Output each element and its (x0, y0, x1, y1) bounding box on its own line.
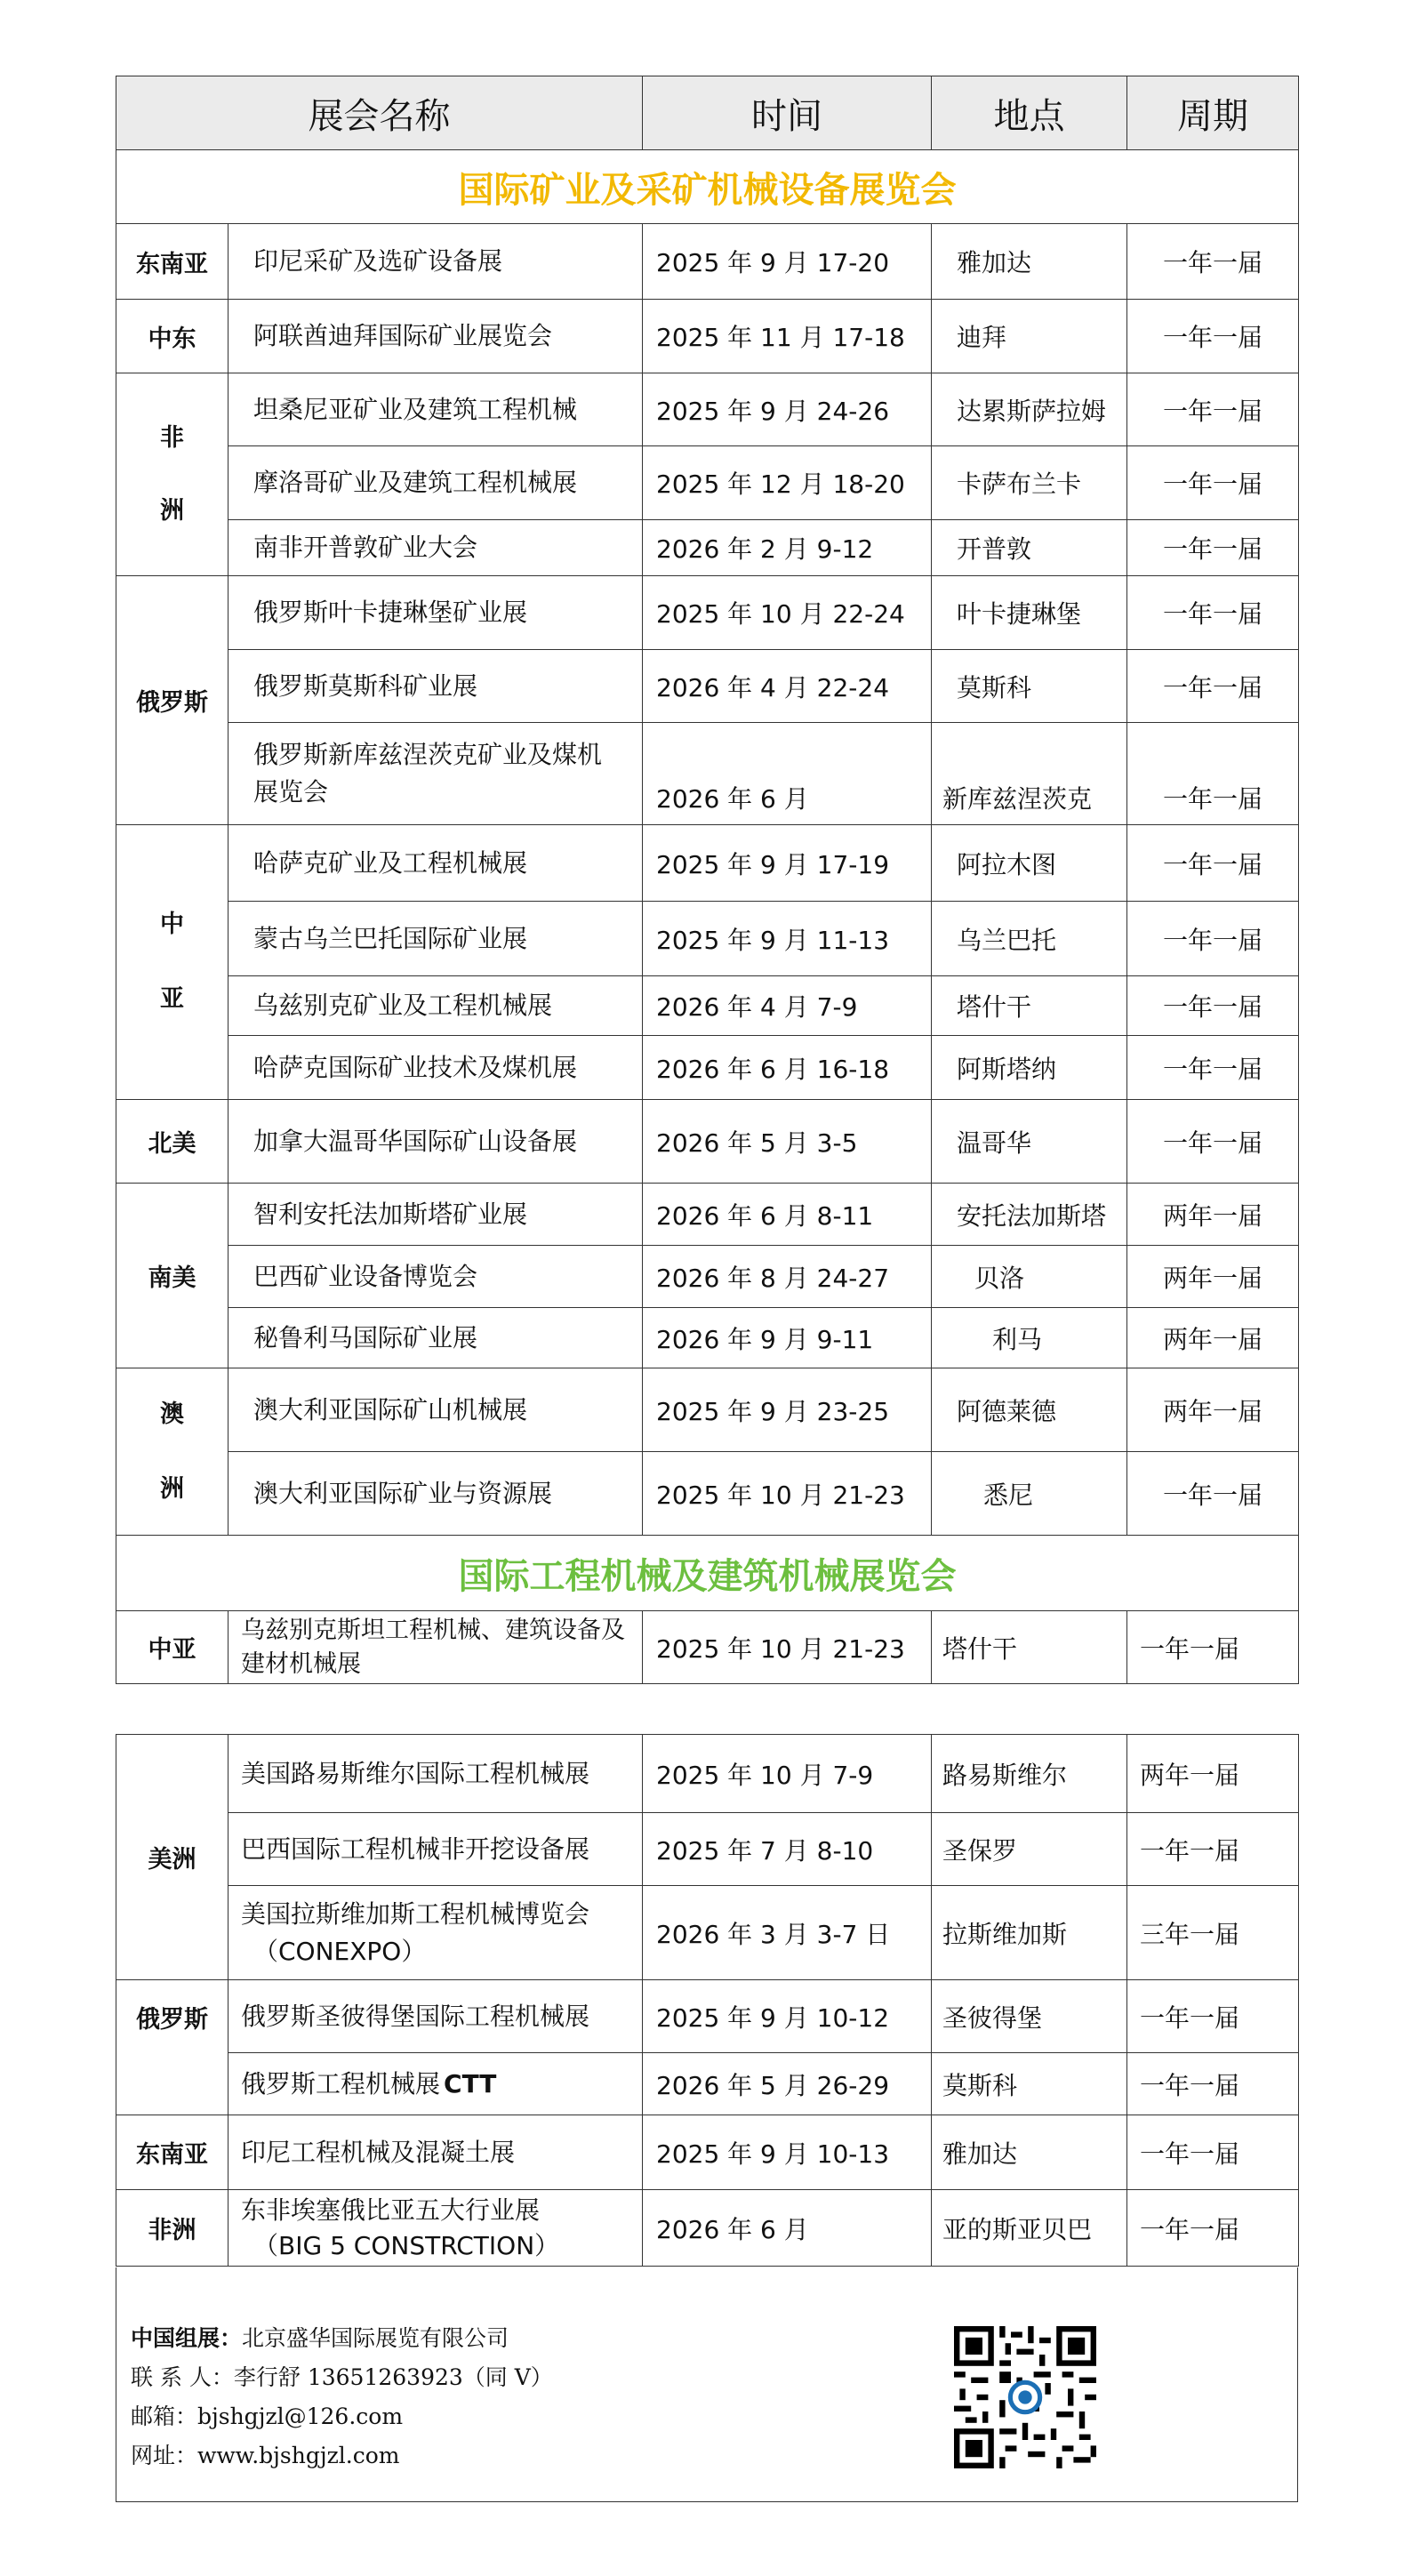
expo-place: 雅加达 (932, 2115, 1127, 2190)
expo-place: 圣彼得堡 (932, 1980, 1127, 2053)
header-time: 时间 (643, 76, 932, 150)
expo-time: 2025 年 9 月 10-12 (643, 1980, 932, 2053)
contact-line: 联 系 人：李行舒 13651263923（同 V） (131, 2364, 553, 2390)
exhibition-table-1 (116, 76, 1299, 1684)
expo-place: 塔什干 (932, 976, 1127, 1036)
table-row (116, 446, 1299, 520)
expo-cycle: 一年一届 (1127, 520, 1299, 576)
expo-name: 加拿大温哥华国际矿山设备展 (228, 1100, 643, 1184)
region-label (116, 373, 228, 576)
expo-time: 2025 年 12 月 18-20 (643, 446, 932, 520)
table-row (116, 1452, 1299, 1536)
expo-name: 巴西国际工程机械非开挖设备展 (228, 1813, 643, 1886)
expo-cycle: 一年一届 (1127, 902, 1299, 976)
table-row (116, 224, 1299, 300)
table-row (116, 300, 1299, 373)
region-label: 俄罗斯 (116, 1980, 228, 2115)
region-label: 北美 (116, 1100, 228, 1184)
expo-name: 美国路易斯维尔国际工程机械展 (228, 1735, 643, 1813)
expo-name: 俄罗斯圣彼得堡国际工程机械展 (228, 1980, 643, 2053)
expo-name: 印尼采矿及选矿设备展 (228, 224, 643, 300)
table-row (116, 1246, 1299, 1308)
expo-place: 迪拜 (932, 300, 1127, 373)
expo-cycle: 一年一届 (1127, 1611, 1299, 1684)
table-row (116, 1308, 1299, 1368)
section-title-mining: 国际矿业及采矿机械设备展览会 (116, 150, 1299, 224)
region-label: 中东 (116, 300, 228, 373)
region-label-part: 洲 (160, 496, 184, 525)
exhibition-table-2 (116, 1734, 1299, 2267)
expo-time: 2026 年 2 月 9-12 (643, 520, 932, 576)
organizer-value: 北京盛华国际展览有限公司 (242, 2325, 509, 2351)
expo-name: 巴西矿业设备博览会 (228, 1246, 643, 1308)
expo-cycle: 两年一届 (1127, 1246, 1299, 1308)
expo-time: 2025 年 9 月 17-19 (643, 825, 932, 902)
expo-cycle: 一年一届 (1127, 976, 1299, 1036)
expo-time: 2025 年 9 月 24-26 (643, 373, 932, 446)
expo-name-cell (228, 2053, 643, 2115)
region-label-part: 洲 (160, 1474, 184, 1503)
table-row (116, 976, 1299, 1036)
expo-name: 蒙古乌兰巴托国际矿业展 (228, 902, 643, 976)
expo-time: 2026 年 6 月 (643, 2190, 932, 2267)
organizer-label: 中国组展： (131, 2325, 243, 2351)
expo-place: 悉尼 (932, 1452, 1127, 1536)
expo-place: 圣保罗 (932, 1813, 1127, 1886)
expo-place: 拉斯维加斯 (932, 1886, 1127, 1980)
expo-time: 2026 年 9 月 9-11 (643, 1308, 932, 1368)
region-label-part: 亚 (160, 985, 184, 1013)
expo-time: 2025 年 7 月 8-10 (643, 1813, 932, 1886)
expo-time: 2025 年 10 月 21-23 (643, 1452, 932, 1536)
table-row (116, 825, 1299, 902)
expo-cycle: 一年一届 (1127, 2053, 1299, 2115)
region-label-part: 中 (160, 911, 184, 938)
expo-cycle: 两年一届 (1127, 1308, 1299, 1368)
expo-time: 2026 年 6 月 16-18 (643, 1036, 932, 1100)
expo-place: 塔什干 (932, 1611, 1127, 1684)
expo-cycle: 一年一届 (1127, 300, 1299, 373)
table-row (116, 576, 1299, 650)
expo-time: 2026 年 8 月 24-27 (643, 1246, 932, 1308)
expo-name: 秘鲁利马国际矿业展 (228, 1308, 643, 1368)
expo-name: 美国拉斯维加斯工程机械博览会 (241, 1898, 590, 1929)
expo-cycle: 一年一届 (1127, 1813, 1299, 1886)
expo-place: 温哥华 (932, 1100, 1127, 1184)
expo-time: 2026 年 4 月 7-9 (643, 976, 932, 1036)
expo-cycle: 一年一届 (1127, 723, 1299, 825)
expo-name: 哈萨克矿业及工程机械展 (228, 825, 643, 902)
expo-name: 乌兹别克矿业及工程机械展 (228, 976, 643, 1036)
expo-place: 莫斯科 (932, 2053, 1127, 2115)
expo-time: 2026 年 6 月 8-11 (643, 1184, 932, 1246)
expo-name: 印尼工程机械及混凝土展 (228, 2115, 643, 2190)
expo-time: 2026 年 5 月 3-5 (643, 1100, 932, 1184)
expo-place: 乌兰巴托 (932, 902, 1127, 976)
table-row (116, 1886, 1299, 1980)
expo-place: 新库兹涅茨克 (932, 723, 1127, 825)
table-row (116, 2115, 1299, 2190)
expo-cycle: 两年一届 (1127, 1735, 1299, 1813)
expo-cycle: 两年一届 (1127, 1368, 1299, 1452)
region-label: 俄罗斯 (116, 576, 228, 825)
expo-place: 阿斯塔纳 (932, 1036, 1127, 1100)
expo-time: 2025 年 10 月 7-9 (643, 1735, 932, 1813)
table-row (116, 1368, 1299, 1452)
region-label: 非洲 (116, 2190, 228, 2267)
expo-cycle: 一年一届 (1127, 373, 1299, 446)
table-row (116, 902, 1299, 976)
expo-time: 2025 年 9 月 10-13 (643, 2115, 932, 2190)
expo-name-suffix: CTT (444, 2068, 497, 2099)
expo-name-cell (228, 1886, 643, 1980)
table-row (116, 1813, 1299, 1886)
contact-info (131, 2319, 553, 2476)
expo-name: 俄罗斯叶卡捷琳堡矿业展 (228, 576, 643, 650)
expo-cycle: 一年一届 (1127, 446, 1299, 520)
region-label-part: 澳 (160, 1400, 184, 1428)
expo-time: 2025 年 9 月 17-20 (643, 224, 932, 300)
qr-code-icon (954, 2326, 1096, 2468)
expo-place: 阿拉木图 (932, 825, 1127, 902)
expo-name: 摩洛哥矿业及建筑工程机械展 (228, 446, 643, 520)
region-label: 南美 (116, 1184, 228, 1368)
expo-place: 阿德莱德 (932, 1368, 1127, 1452)
expo-time: 2025 年 11 月 17-18 (643, 300, 932, 373)
expo-name-cell (228, 2190, 643, 2267)
email-line: 邮箱：bjshgjzl@126.com (131, 2403, 404, 2429)
expo-cycle: 一年一届 (1127, 1980, 1299, 2053)
expo-cycle: 一年一届 (1127, 825, 1299, 902)
expo-cycle: 一年一届 (1127, 2190, 1299, 2267)
region-label: 东南亚 (116, 224, 228, 300)
table-row (116, 373, 1299, 446)
expo-name: 坦桑尼亚矿业及建筑工程机械 (228, 373, 643, 446)
expo-place: 达累斯萨拉姆 (932, 373, 1127, 446)
expo-place: 亚的斯亚贝巴 (932, 2190, 1127, 2267)
region-label: 美洲 (116, 1735, 228, 1980)
organizer-line (131, 2319, 553, 2358)
table-row (116, 1100, 1299, 1184)
region-label (116, 825, 228, 1100)
expo-time: 2025 年 10 月 21-23 (643, 1611, 932, 1684)
expo-cycle: 一年一届 (1127, 1452, 1299, 1536)
expo-name: 智利安托法加斯塔矿业展 (228, 1184, 643, 1246)
expo-name: 澳大利亚国际矿业与资源展 (228, 1452, 643, 1536)
expo-time: 2025 年 10 月 22-24 (643, 576, 932, 650)
region-label-part: 非 (160, 423, 184, 452)
region-label: 中亚 (116, 1611, 228, 1684)
table-row (116, 1184, 1299, 1246)
expo-name-suffix: （BIG 5 CONSTRCTION） (253, 2230, 560, 2260)
expo-cycle: 一年一届 (1127, 2115, 1299, 2190)
expo-cycle: 一年一届 (1127, 224, 1299, 300)
expo-time: 2026 年 6 月 (643, 723, 932, 825)
expo-place: 雅加达 (932, 224, 1127, 300)
expo-place: 卡萨布兰卡 (932, 446, 1127, 520)
expo-time: 2026 年 5 月 26-29 (643, 2053, 932, 2115)
expo-place: 叶卡捷琳堡 (932, 576, 1127, 650)
table-row (116, 1036, 1299, 1100)
expo-place: 路易斯维尔 (932, 1735, 1127, 1813)
expo-cycle: 一年一届 (1127, 1036, 1299, 1100)
table-row (116, 1611, 1299, 1684)
table-row (116, 520, 1299, 576)
expo-place: 安托法加斯塔 (932, 1184, 1127, 1246)
header-cycle: 周期 (1127, 76, 1299, 150)
website-line: 网址：www.bjshgjzl.com (131, 2443, 400, 2468)
expo-cycle: 一年一届 (1127, 576, 1299, 650)
expo-place: 莫斯科 (932, 650, 1127, 723)
region-label: 东南亚 (116, 2115, 228, 2190)
table-row (116, 2053, 1299, 2115)
expo-name: 南非开普敦矿业大会 (228, 520, 643, 576)
expo-name: 乌兹别克斯坦工程机械、建筑设备及建材机械展 (228, 1611, 643, 1684)
table-row (116, 1735, 1299, 1813)
expo-name-suffix: （CONEXPO） (253, 1936, 427, 1966)
expo-cycle: 一年一届 (1127, 650, 1299, 723)
expo-name: 哈萨克国际矿业技术及煤机展 (228, 1036, 643, 1100)
contact-footer (116, 2267, 1298, 2502)
expo-place: 贝洛 (932, 1246, 1127, 1308)
expo-cycle: 三年一届 (1127, 1886, 1299, 1980)
expo-time: 2025 年 9 月 11-13 (643, 902, 932, 976)
expo-time: 2026 年 4 月 22-24 (643, 650, 932, 723)
table-row (116, 2190, 1299, 2267)
expo-name: 阿联酋迪拜国际矿业展览会 (228, 300, 643, 373)
expo-cycle: 一年一届 (1127, 1100, 1299, 1184)
table-row (116, 723, 1299, 825)
section-title-construction: 国际工程机械及建筑机械展览会 (116, 1536, 1299, 1611)
header-place: 地点 (932, 76, 1127, 150)
expo-place: 利马 (932, 1308, 1127, 1368)
expo-name: 东非埃塞俄比亚五大行业展 (241, 2195, 541, 2225)
table-row (116, 1980, 1299, 2053)
header-name: 展会名称 (116, 76, 643, 150)
table-row (116, 650, 1299, 723)
region-label (116, 1368, 228, 1536)
expo-name: 俄罗斯新库兹涅茨克矿业及煤机展览会 (228, 723, 643, 825)
expo-time: 2026 年 3 月 3-7 日 (643, 1886, 932, 1980)
expo-cycle: 两年一届 (1127, 1184, 1299, 1246)
expo-name: 俄罗斯工程机械展 (241, 2068, 441, 2099)
expo-time: 2025 年 9 月 23-25 (643, 1368, 932, 1452)
expo-place: 开普敦 (932, 520, 1127, 576)
expo-name: 俄罗斯莫斯科矿业展 (228, 650, 643, 723)
expo-name: 澳大利亚国际矿山机械展 (228, 1368, 643, 1452)
